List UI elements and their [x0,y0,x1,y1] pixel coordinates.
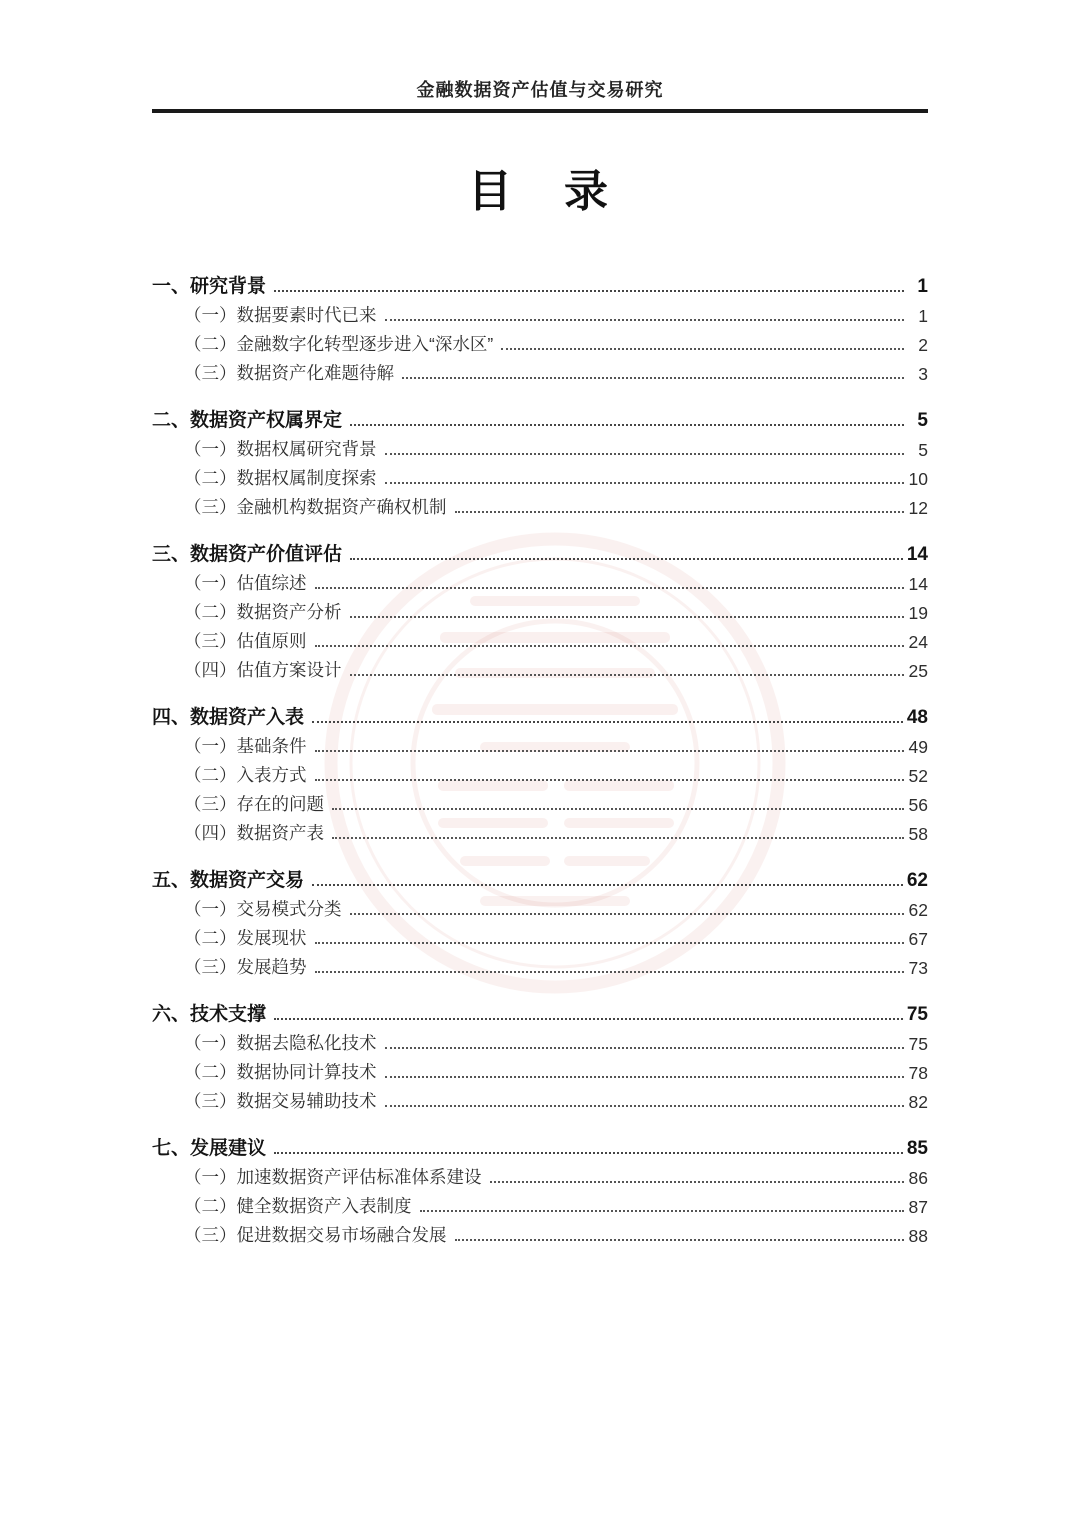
toc-page-number: 12 [908,498,928,518]
toc-item-row[interactable] [152,816,928,845]
toc-item-row[interactable] [152,892,928,921]
toc-section-label: 七、发展建议 [152,1138,267,1159]
dot-leader [350,913,905,915]
toc-item-label: （二）发展现状 [184,928,307,948]
toc-section-row[interactable] [152,399,928,432]
toc-item-row[interactable] [152,1189,928,1218]
toc-item-row[interactable] [152,566,928,595]
toc-page-number: 85 [906,1138,928,1159]
dot-leader [350,616,905,618]
toc-section-row[interactable] [152,265,928,298]
toc-page-number: 14 [908,574,928,594]
dot-leader [455,1239,905,1241]
toc-page-number: 82 [908,1092,928,1112]
dot-leader [315,750,905,752]
toc-item-label: （一）加速数据资产评估标准体系建设 [184,1167,482,1187]
toc-section-row[interactable] [152,696,928,729]
dot-leader [315,779,905,781]
dot-leader [501,348,904,350]
dot-leader [274,1018,903,1020]
dot-leader [315,645,905,647]
toc-item-label: （一）数据去隐私化技术 [184,1033,377,1053]
toc-page-number: 48 [906,707,928,728]
toc-section-label: 四、数据资产入表 [152,707,305,728]
toc-item-label: （二）入表方式 [184,765,307,785]
toc-page-number: 1 [918,306,928,326]
toc-item-label: （四）估值方案设计 [184,660,342,680]
toc-page-number: 56 [908,795,928,815]
toc-page-number: 75 [908,1034,928,1054]
dot-leader [312,884,903,886]
toc-item-row[interactable] [152,758,928,787]
toc-item-label: （一）交易模式分类 [184,899,342,919]
toc-item-row[interactable] [152,1055,928,1084]
dot-leader [332,837,904,839]
toc-item-row[interactable] [152,327,928,356]
toc-item-row[interactable] [152,490,928,519]
toc-item-label: （四）数据资产表 [184,823,324,843]
toc-page-number: 78 [908,1063,928,1083]
dot-leader [385,482,905,484]
toc-page-number: 52 [908,766,928,786]
toc-page-number: 2 [918,335,928,355]
toc-item-row[interactable] [152,950,928,979]
toc-item-label: （三）金融机构数据资产确权机制 [184,497,447,517]
toc-item-row[interactable] [152,624,928,653]
dot-leader [315,942,905,944]
toc-item-label: （三）数据交易辅助技术 [184,1091,377,1111]
dot-leader [274,1152,903,1154]
toc-item-row[interactable] [152,432,928,461]
dot-leader [350,558,903,560]
toc-item-label: （二）金融数字化转型逐步进入“深水区” [184,334,494,354]
toc-section-row[interactable] [152,533,928,566]
toc-item-row[interactable] [152,1084,928,1113]
toc-page-number: 19 [908,603,928,623]
toc-page-number: 5 [918,440,928,460]
header-divider [152,109,928,113]
toc-item-row[interactable] [152,595,928,624]
dot-leader [315,971,905,973]
toc-section-row[interactable] [152,1127,928,1160]
toc-page-number: 25 [908,661,928,681]
toc-item-row[interactable] [152,787,928,816]
toc-page-number: 3 [918,364,928,384]
toc-item-label: （二）数据协同计算技术 [184,1062,377,1082]
toc-item-label: （二）健全数据资产入表制度 [184,1196,412,1216]
toc-item-row[interactable] [152,921,928,950]
toc-page-number: 14 [906,544,928,565]
dot-leader [490,1181,905,1183]
table-of-contents [152,265,928,1247]
toc-page-number: 86 [908,1168,928,1188]
toc-section-row[interactable] [152,993,928,1026]
dot-leader [385,1105,905,1107]
toc-item-label: （三）发展趋势 [184,957,307,977]
dot-leader [332,808,904,810]
toc-page-number: 10 [908,469,928,489]
toc-section-row[interactable] [152,859,928,892]
toc-item-row[interactable] [152,356,928,385]
dot-leader [420,1210,905,1212]
dot-leader [385,453,905,455]
dot-leader [274,290,904,292]
toc-section-label: 五、数据资产交易 [152,870,305,891]
toc-section-label: 一、研究背景 [152,276,267,297]
toc-page-number: 88 [908,1226,928,1246]
toc-item-label: （三）促进数据交易市场融合发展 [184,1225,447,1245]
toc-item-row[interactable] [152,298,928,327]
toc-page-number: 67 [908,929,928,949]
toc-item-row[interactable] [152,1026,928,1055]
toc-page-number: 49 [908,737,928,757]
toc-item-row[interactable] [152,461,928,490]
toc-item-label: （二）数据权属制度探索 [184,468,377,488]
toc-item-row[interactable] [152,1218,928,1247]
toc-page-title: 目 录 [468,167,612,216]
toc-item-label: （三）估值原则 [184,631,307,651]
toc-section-label: 二、数据资产权属界定 [152,410,343,431]
toc-item-label: （三）存在的问题 [184,794,324,814]
dot-leader [350,424,904,426]
dot-leader [385,1076,905,1078]
toc-page-number: 62 [906,870,928,891]
toc-item-row[interactable] [152,729,928,758]
toc-item-row[interactable] [152,1160,928,1189]
toc-page-number: 73 [908,958,928,978]
toc-item-label: （一）估值综述 [184,573,307,593]
toc-section-label: 三、数据资产价值评估 [152,544,343,565]
toc-page-number: 1 [917,276,928,297]
toc-page-number: 24 [908,632,928,652]
toc-page-number: 58 [908,824,928,844]
toc-page-number: 75 [906,1004,928,1025]
dot-leader [402,377,904,379]
dot-leader [385,1047,905,1049]
dot-leader [350,674,905,676]
toc-item-label: （一）数据要素时代已来 [184,305,377,325]
toc-page-number: 62 [908,900,928,920]
dot-leader [315,587,905,589]
toc-item-label: （一）数据权属研究背景 [184,439,377,459]
toc-item-label: （三）数据资产化难题待解 [184,363,394,383]
dot-leader [455,511,905,513]
toc-page-number: 87 [908,1197,928,1217]
toc-item-label: （二）数据资产分析 [184,602,342,622]
dot-leader [312,721,903,723]
toc-section-label: 六、技术支撑 [152,1004,267,1025]
dot-leader [385,319,905,321]
toc-page-number: 5 [917,410,928,431]
toc-item-label: （一）基础条件 [184,736,307,756]
document-header-title: 金融数据资产估值与交易研究 [416,80,664,100]
toc-item-row[interactable] [152,653,928,682]
